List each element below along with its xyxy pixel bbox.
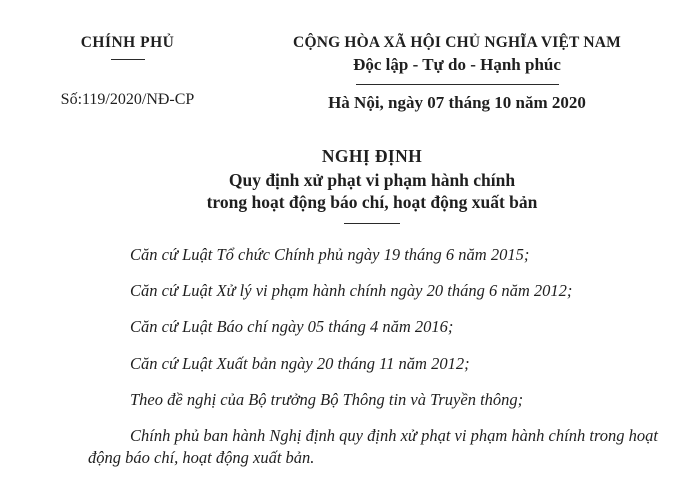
- title-underline-rule: [344, 223, 400, 224]
- document-number: Số:119/2020/NĐ-CP: [60, 91, 195, 108]
- national-title: CỘNG HÒA XÃ HỘI CHỦ NGHĨA VIỆT NAM: [293, 34, 621, 51]
- issuing-authority: CHÍNH PHỦ: [80, 34, 175, 51]
- document-type-heading: NGHỊ ĐỊNH: [321, 146, 423, 166]
- document-subject: [60, 169, 684, 214]
- document-subject-line-2: trong hoạt động báo chí, hoạt động xuất bản: [206, 192, 538, 213]
- national-motto-block: [271, 34, 643, 113]
- motto-underline-rule: [356, 84, 559, 85]
- preamble-section: [88, 244, 658, 469]
- preamble-paragraph: Chính phủ ban hành Nghị định quy định xử phạt vi phạm hành chính trong hoạt động báo chí, hoạt động xuất bản.: [88, 426, 658, 467]
- preamble-paragraph: Theo đề nghị của Bộ trưởng Bộ Thông tin và Truyền thông;: [130, 389, 524, 409]
- national-motto: Độc lập - Tự do - Hạnh phúc: [353, 55, 561, 74]
- preamble-paragraph: Căn cứ Luật Tổ chức Chính phủ ngày 19 tháng 6 năm 2015;: [130, 244, 530, 264]
- preamble-paragraph: Căn cứ Luật Báo chí ngày 05 tháng 4 năm 2016;: [130, 317, 454, 337]
- place-and-date: Hà Nội, ngày 07 tháng 10 năm 2020: [328, 93, 586, 112]
- document-title-block: [60, 146, 684, 224]
- document-subject-line-1: Quy định xử phạt vi phạm hành chính: [228, 170, 516, 190]
- document-header: [0, 34, 684, 113]
- issuer-underline-rule: [111, 59, 145, 60]
- issuing-authority-block: [0, 34, 255, 109]
- preamble-paragraph: Căn cứ Luật Xử lý vi phạm hành chính ngày 20 tháng 6 năm 2012;: [130, 281, 573, 301]
- preamble-paragraph: Căn cứ Luật Xuất bản ngày 20 tháng 11 năm 2012;: [130, 353, 470, 373]
